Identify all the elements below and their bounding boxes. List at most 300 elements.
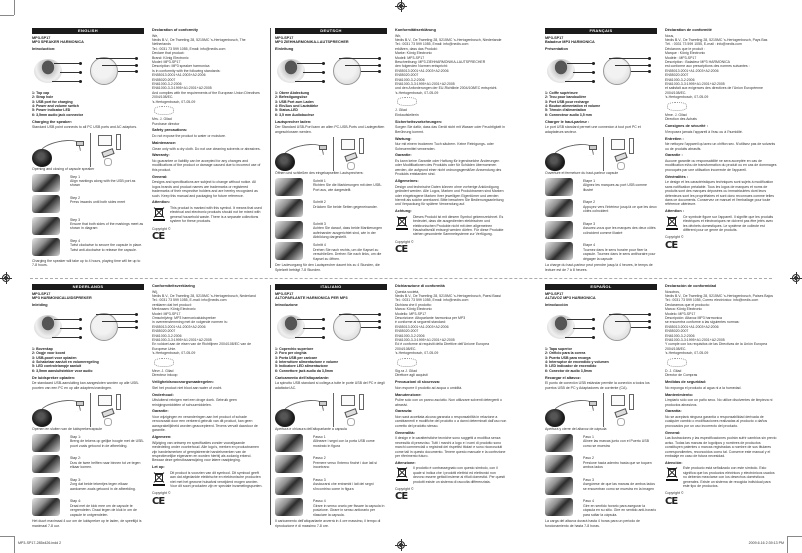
copyright-label: Copyright © bbox=[665, 235, 684, 240]
part-item: 5: LED controlelampje aan/uit bbox=[32, 364, 82, 369]
section-heading: Généralités : bbox=[665, 174, 689, 179]
charging-illustration bbox=[275, 393, 387, 427]
parts-list bbox=[275, 91, 387, 117]
part-item: 3: Porta USB per caricare bbox=[275, 355, 318, 360]
product-name: Baladeur MP3 HARMONICA bbox=[545, 40, 595, 45]
doc-line: En voldoet aan de eisen van de Richtlijnen 2004/108/EC van de Europese Unie. bbox=[152, 342, 252, 351]
step-title: Paso 2 bbox=[583, 456, 594, 461]
doc-line: Beschreibung: MP3 ZIEHHARMONIKA-LAUTSPRECHER bbox=[395, 60, 486, 65]
part-item: 4: Ein/Aus und Lautstärke bbox=[275, 103, 319, 108]
model-number: MP3-SP17 bbox=[545, 292, 564, 296]
language-header: NEDERLANDS bbox=[32, 284, 144, 290]
attention-heading: Attention : bbox=[665, 209, 684, 214]
step-item bbox=[32, 195, 144, 214]
doc-line: EN55013:2001+A1:2003+A2:2006 bbox=[152, 73, 206, 78]
charging-illustration bbox=[545, 137, 657, 171]
doc-line: Nedis B.V., De Tweeling 28, 5215MC 's-Hertogenbosch, Pays Bas bbox=[665, 38, 768, 42]
charging-time-note: La charge du haut-parleur peut prendre jusqu'à 4 heures, le temps de lecture est de 7 à 8 heures. bbox=[545, 263, 653, 272]
copyright-label: Copyright © bbox=[152, 226, 171, 231]
doc-line: EN61000-3-2:2006 bbox=[152, 333, 182, 338]
print-slug-timestamp: 2009.6.16 2:39:13 PM bbox=[748, 541, 784, 545]
section-heading: Allgemeines: bbox=[395, 179, 419, 184]
signatory-title: Direction des Achats bbox=[665, 117, 697, 122]
signature-image bbox=[397, 97, 417, 106]
intro-heading: Introducción bbox=[545, 303, 568, 308]
step-photo bbox=[275, 221, 303, 239]
weee-bin-icon bbox=[152, 471, 166, 487]
doc-line: Descripción: Altavoz MP3 harmonica bbox=[665, 316, 722, 321]
attention-heading: Attenzione: bbox=[395, 460, 416, 465]
doc-line: Omschrijving: MP3 harmonicaluidspreker bbox=[152, 316, 216, 321]
part-item: 4: Schakelaar aan/uit en volumeregeling bbox=[32, 359, 99, 364]
section-text: Es kann keine Garantie oder Haftung für irgendwelche Änderungen oder Modifikationen des Produkts oder für Schäden übernommen werden, die aufgrund einer nicht ordnungsgemäßen Anwendung des Produkts entstanden sind. bbox=[395, 159, 502, 177]
part-item: 1: Coiffe supérieure bbox=[545, 90, 578, 95]
copyright-label: Copyright © bbox=[152, 491, 171, 496]
doc-line: EN61000-3-3:1995+A1:2001+A2:2005 bbox=[152, 338, 212, 343]
step-item bbox=[32, 498, 144, 517]
signatory-name: Sig.ra J. Gilad bbox=[395, 368, 417, 373]
step-item bbox=[32, 174, 144, 193]
part-item: 5: Power indicator LED bbox=[32, 108, 71, 113]
section-text: Sorgen Sie dafür, dass das Gerät nicht mit Wasser oder Feuchtigkeit in Berührung kommt. bbox=[395, 125, 505, 134]
attention-text: Dit product is voorzien van dit symbool. Dit symbool geeft aan dat afgedankte elektrische en elektronische producten niet met het gewone huisafval verwijderd mogen worden. Voor dit soort producten zijn er speciale inzamelingspunten. bbox=[170, 470, 263, 489]
step-item bbox=[545, 221, 657, 240]
signatory-name: Mevr. J. Gilad bbox=[152, 368, 174, 373]
doc-line: Modèle : MP3-SP17 bbox=[665, 55, 697, 60]
doc-line: Modelo: MP3-SP17 bbox=[665, 311, 696, 316]
part-item: 6: 3,5 mm Audiobuchse bbox=[275, 112, 315, 117]
section-text: Non esporre il prodotto ad acqua o umidità. bbox=[395, 385, 463, 390]
intro-heading: Inleiding bbox=[32, 303, 48, 308]
parts-list bbox=[275, 347, 387, 373]
section-heading: Garantie : bbox=[665, 153, 683, 158]
doc-line: Marca: König Electronic bbox=[665, 307, 702, 312]
doc-line: EN61000-3-2:2006 bbox=[665, 77, 695, 82]
crop-mark bbox=[788, 536, 802, 537]
doc-line: Y cumple con los requisitos de las Directivas de la Unión Europea 2004/108/EC. bbox=[665, 342, 768, 351]
doc-line: Modell: MP3-SP17 bbox=[395, 55, 425, 60]
doc-line: und den Anforderungen der EU-Richtlinie 2004/108/EC entspricht. bbox=[395, 86, 498, 91]
step-title: Paso 4 bbox=[583, 499, 594, 504]
doc-line: EN55013:2001+A1:2003+A2:2006 bbox=[152, 324, 206, 329]
doc-line: 's-Hertogenbosch, 07-05-09 bbox=[395, 351, 439, 356]
doc-line: EN55020:2007 bbox=[152, 329, 176, 334]
signatory-title: Direttore agli acquisti bbox=[395, 373, 428, 378]
intro-heading: Introduction: bbox=[32, 47, 56, 52]
section-heading: Entretien : bbox=[665, 136, 684, 141]
step-item bbox=[32, 455, 144, 474]
step-title: Paso 3 bbox=[583, 477, 594, 482]
section-heading: Garantie: bbox=[152, 409, 169, 414]
charging-time-note: Il caricamento dell'altoparlante avverrà in 4 ore massimo, il tempo di riproduzione è di massimo 7-8 ore. bbox=[275, 519, 381, 528]
copyright-label: Copyright © bbox=[395, 239, 414, 244]
step-title: Stap 2: bbox=[70, 456, 82, 461]
part-item: 5: Indicatore LED alimentazione bbox=[275, 364, 328, 369]
instructions-column bbox=[545, 284, 657, 528]
attention-text: Il prodotto è contrassegnato con questo simbolo, con il quale si indica che i prodotti elettrici ed elettronici non devono essere gettati insieme ai rifiuti domestici. Per questi prodotti esiste un sistema di raccolta differenziata. bbox=[413, 466, 506, 484]
opening-heading: Apertura y cierre del altavoz de cápsula bbox=[545, 427, 607, 432]
step-description: Assicurarsi che entrambi i lati dei segni s'incontrino come in figura bbox=[313, 482, 374, 491]
doc-line: 's-Hertogenbosch, 07-05-09 bbox=[395, 90, 439, 95]
doc-line: 's-Hertogenbosch, 07-05-09 bbox=[152, 99, 196, 104]
signature-image bbox=[154, 358, 174, 367]
model-number: MP3-SP17 bbox=[275, 36, 294, 40]
charging-time-note: Het duurt maximaal 4 uur om de luidspreker op te laden, de speeltijd is maximaal 7-8 uur. bbox=[32, 519, 142, 528]
step-item bbox=[275, 178, 387, 197]
doc-line: Declare that product: bbox=[152, 51, 185, 56]
parts-list bbox=[32, 91, 144, 117]
signature-image bbox=[397, 358, 417, 367]
step-title: Step 2 bbox=[70, 196, 81, 201]
doc-line: EN61000-3-2:2006 bbox=[152, 82, 182, 87]
attention-text: Este producto está señalizado con este símbolo. Esto significa que los productos eléctricos y electrónicos usados no deberán mezclarse con los desechos domésticos generales. Existe un sistema de recogida individual para este tipo de productos. bbox=[683, 466, 775, 489]
step-title: Etape 1 bbox=[583, 178, 596, 183]
language-header: FRANÇAIS bbox=[545, 28, 657, 34]
part-item: 1: Tapa superior bbox=[545, 346, 572, 351]
section-text: No guarantee or liability can be accepted for any changes and modifications of the product or damage caused due to incorrect use of this product. bbox=[152, 159, 261, 172]
speaker-open-image bbox=[603, 313, 631, 341]
doc-line: Nosotros, bbox=[665, 289, 680, 294]
step-description: Presione hacia adentro hasta que se toquen ambos lados bbox=[583, 460, 652, 470]
doc-line: EN55020:2007 bbox=[152, 77, 176, 82]
doc-line: EN55013:2001+A1:2003+A2:2006 bbox=[665, 68, 719, 73]
section-heading: Mantenimiento: bbox=[665, 392, 694, 397]
step-photo bbox=[32, 434, 60, 452]
charging-heading: Lautsprecher laden: bbox=[275, 119, 312, 124]
section-text: No se aceptará ninguna garantía o responsabilidad derivada de cualquier cambio o modificaciones realizadas al producto o daños provocados por un uso incorrecto del producto. bbox=[665, 415, 768, 428]
crop-mark bbox=[0, 15, 14, 16]
step-photo bbox=[545, 242, 573, 260]
signatory-name: J. Gilad bbox=[395, 108, 407, 113]
part-item: 4: Interruttore alimentazione e volume bbox=[275, 359, 339, 364]
step-title: Etape 2 bbox=[583, 200, 596, 205]
intro-heading: Présentation bbox=[545, 47, 568, 52]
doc-line: Tel.: 0031 73 599 1055, Email: info@nedis.com bbox=[395, 298, 469, 303]
ce-mark-icon: CE bbox=[665, 239, 678, 251]
doc-line: EN55013:2001+A1:2003+A2:2006 bbox=[395, 324, 449, 329]
doc-line: Marca: König Electronic bbox=[395, 307, 432, 312]
doc-line: Tel.: 0031 73 599 1055, Email: info@nedis.com bbox=[395, 42, 469, 47]
part-item: 6: 3,5mm aansluitstekker voor audio bbox=[32, 368, 93, 373]
step-item bbox=[545, 242, 657, 261]
section-text: Ne nettoyez l'appareil qu'avec un chiffon sec. N'utilisez pas de solvants ou de produits abrasifs. bbox=[665, 142, 776, 151]
section-text: Pulire solo con un panno asciutto. Non utilizzare solventi detergenti o abrasivi. bbox=[395, 398, 503, 407]
charging-illustration bbox=[275, 137, 387, 171]
part-item: 1: Bovenkap bbox=[32, 346, 53, 351]
doc-line: Tel.: 0031 73 599 1055, Email: info@nedis.com bbox=[152, 46, 226, 51]
step-description: Align markings along with the USB port as shown bbox=[70, 178, 136, 188]
language-header: DEUTSCH bbox=[275, 28, 387, 34]
step-description: Zorg dat beide tekentjes tegen elkaar aankomen zoals getoond in de afbeelding. bbox=[70, 482, 136, 491]
doc-line: EN61000-3-3:1995+A1:2001+A2:2005 bbox=[665, 338, 725, 343]
charging-illustration bbox=[32, 133, 144, 167]
doc-heading: Declaración de conformidad bbox=[665, 284, 717, 288]
weee-bin-icon bbox=[665, 466, 679, 482]
step-item bbox=[275, 242, 387, 261]
instructions-column bbox=[32, 28, 144, 268]
step-description: Appuyez vers l'intérieur jusqu'à ce que les deux côtés coïncident bbox=[583, 204, 657, 214]
doc-line: Merknaam: König Electronic bbox=[152, 307, 196, 312]
opening-heading: Openen en sluiten van de luidsprekercapsule bbox=[32, 427, 103, 432]
doc-line: Nedis B.V., De Tweeling 28, 5215MC 's-Hertogenbosch, Países Bajos bbox=[665, 294, 774, 298]
section-text: Designs and specifications are subject to change without notice. All logos brands and product names are trademarks or registered trademarks of their respective holders and are hereby recognized as such. Keep this manual and packaging for future reference. bbox=[152, 180, 258, 198]
speaker-parts-diagram bbox=[275, 311, 387, 345]
doc-line: Description : Baladeur MP3 HARMONICA bbox=[665, 60, 730, 65]
step-title: Passo 1 bbox=[313, 434, 326, 439]
speaker-parts-diagram bbox=[545, 55, 657, 89]
weee-bin-icon bbox=[665, 215, 679, 231]
part-item: 3: USB Port zum Laden bbox=[275, 99, 314, 104]
step-item bbox=[32, 434, 144, 453]
doc-line: Nedis B.V., De Tweeling 28, 5215MC 's-Hertogenbosch, Nederland bbox=[152, 294, 256, 298]
instructions-column bbox=[32, 284, 144, 528]
ce-mark-icon: CE bbox=[665, 495, 678, 507]
model-number: MP3-SP17 bbox=[545, 36, 564, 40]
doc-heading: Dichiarazione di conformità bbox=[395, 284, 445, 288]
registration-mark-icon bbox=[792, 274, 800, 282]
step-title: Step 4 bbox=[70, 239, 81, 244]
step-item bbox=[32, 477, 144, 496]
part-item: 4: Power and volume switch bbox=[32, 103, 79, 108]
doc-line: EN55013:2001+A1:2003+A2:2006 bbox=[665, 324, 719, 329]
part-item: 6: Connecteur audio 3,5 mm bbox=[545, 112, 592, 117]
crop-mark bbox=[787, 536, 788, 553]
product-name: MP3 ZIEHHARMONIKA-LAUTSPRECHER bbox=[275, 40, 349, 45]
doc-line: EN55013:2001+A1:2003+A2:2006 bbox=[395, 68, 449, 73]
signature-image bbox=[667, 102, 687, 111]
step-item bbox=[545, 434, 657, 453]
part-item: 1: Coperchio superiore bbox=[275, 346, 314, 351]
step-photo bbox=[545, 455, 573, 473]
doc-line: 's-Hertogenbosch, 07-05-09 bbox=[665, 351, 709, 356]
step-description: Allineare i segni con la porta USB come mostrato in figura bbox=[313, 439, 375, 448]
part-item: 4: Bouton alimentation et volume bbox=[545, 103, 601, 108]
step-title: Schritt 2 bbox=[313, 200, 326, 205]
doc-line: Modello: MP3-SP17 bbox=[395, 311, 427, 316]
step-description: Press inwards until both sides meet bbox=[70, 200, 126, 205]
step-photo bbox=[275, 455, 303, 473]
column-rule bbox=[270, 28, 271, 268]
doc-line: et satisfait aux exigences des directives de l'Union Européenne 2004/108/EC. bbox=[665, 86, 763, 95]
doc-line: se encuentra conforme a las siguientes normas: bbox=[665, 320, 740, 325]
section-text: Wijziging van ontwerp en specificaties zonder voorafgaande mededeling onder voorbehoud. Alle logo's, merken en productnamen zijn handelsmerken of geregistreerde handelsmerken van de respectievelijke eigenaren en worden hierbij als zodanig erkend. Bewaar deze gebruiksaanwijzing voor latere raadpleging. bbox=[152, 440, 259, 463]
doc-line: Tel.: 0031 73 599 1055, E-mail: info@nedis.com bbox=[152, 298, 227, 303]
doc-line: EN55020:2007 bbox=[665, 329, 689, 334]
step-title: Passo 4 bbox=[313, 499, 326, 504]
doc-heading: Konformitätserklärung bbox=[395, 28, 436, 32]
section-text: Clean only with a dry cloth. Do not use cleaning solvents or abrasives. bbox=[152, 146, 261, 151]
product-name: MP3 SPEAKER HARMONICA bbox=[32, 40, 84, 45]
doc-heading: Déclaration de conformité bbox=[665, 28, 712, 32]
charging-text: Standard USB point connects to all PC USB ports and AC adaptors. bbox=[32, 125, 138, 130]
step-description: Duw de twee helften naar binnen tot ze tegen elkaar komen. bbox=[70, 460, 141, 470]
step-photo bbox=[32, 238, 60, 256]
compliance-column bbox=[665, 284, 777, 507]
doc-line: EN55020:2007 bbox=[665, 73, 689, 78]
ce-mark-icon: CE bbox=[395, 244, 408, 256]
product-name: ALTOPARLANTE HARMONICA PER MP3 bbox=[275, 296, 348, 301]
signature-image bbox=[667, 358, 687, 367]
step-title: Passo 3 bbox=[313, 477, 326, 482]
step-title: Passo 2 bbox=[313, 456, 326, 461]
opening-heading: Ouverture et fermeture du haut-parleur capsule bbox=[545, 171, 619, 176]
charging-text: De standaard USB-aansluiting kan aangesloten worden op alle USB-poorten van een PC en op alle adapters/voedingen. bbox=[32, 381, 139, 390]
doc-line: And complies with the requirements of the European Union Directives 2004/108/EC. bbox=[152, 90, 260, 100]
step-photo bbox=[545, 199, 573, 217]
doc-line: est conforme aux prescriptions des normes suivantes : bbox=[665, 64, 750, 69]
part-item: 6: Connettore jack audio da 3,5mm bbox=[275, 368, 333, 373]
step-description: Premere verso l'interno finché i due lati si incontrano bbox=[313, 460, 377, 470]
registration-mark-icon bbox=[397, 541, 405, 549]
section-heading: Garanzia: bbox=[395, 409, 413, 414]
speaker-parts-diagram bbox=[32, 55, 144, 89]
part-item: 5: LED indicador de encendido bbox=[545, 364, 597, 369]
step-description: Alinee las marcas junto con el Puerto USB como se muestra bbox=[583, 439, 649, 448]
step-item bbox=[275, 221, 387, 240]
doc-line: Is in conformity with the following standards: bbox=[152, 68, 221, 73]
step-photo bbox=[275, 178, 303, 196]
step-title: Schritt 1 bbox=[313, 178, 326, 183]
step-photo bbox=[32, 455, 60, 473]
step-item bbox=[275, 498, 387, 517]
registration-mark-icon bbox=[2, 274, 10, 282]
step-title: Stap 3: bbox=[70, 477, 82, 482]
language-header: ESPAÑOL bbox=[545, 284, 657, 290]
step-photo bbox=[545, 434, 573, 452]
doc-line: Declaramos que el producto: bbox=[665, 302, 710, 307]
section-heading: Generalità: bbox=[395, 430, 415, 435]
step-photo bbox=[545, 498, 573, 516]
doc-line: EN55020:2007 bbox=[395, 73, 419, 78]
signatory-name: Mrs. J. Gilad bbox=[152, 117, 172, 122]
doc-line: Tél. : 0031 73 599 1055, E-mail : info@nedis.com bbox=[665, 42, 742, 47]
doc-line: verklaren dat het product: bbox=[152, 302, 192, 307]
step-title: Paso 1 bbox=[583, 434, 594, 439]
doc-line: erklären, dass das Produkt: bbox=[395, 46, 438, 51]
signatory-title: Director de Compras bbox=[665, 373, 698, 378]
section-heading: Onderhoud: bbox=[152, 392, 174, 397]
section-text: Do not expose the product to water or moisture. bbox=[152, 134, 226, 138]
step-photo bbox=[32, 217, 60, 235]
step-title: Stap 1: bbox=[70, 434, 82, 439]
doc-line: in overeenstemming met de volgende normen is: bbox=[152, 320, 228, 325]
doc-line: Déclarons que le produit : bbox=[665, 46, 705, 51]
section-text: Il design e le caratteristiche tecniche sono soggetti a modifica senza necessità di preavviso. Tutti i marchi a logo e i nomi di prodotto sono marchi commerciali o registrati dei rispettivi titolari e sono riconosciuti come tali in questo documento. Tenere questo manuale e la confezione per riferimento futuro. bbox=[395, 436, 506, 458]
section-text: Aucune garantie ou responsabilité ne sera acceptée en cas de modification et/ou de transformation du produit ou en cas de dommages provoqués par une utilisation incorrecte de l'appareil. bbox=[665, 159, 777, 172]
doc-line: Nous, bbox=[665, 33, 675, 38]
doc-heading: Declaration of conformity bbox=[152, 28, 198, 32]
ce-mark-icon: CE bbox=[395, 491, 408, 503]
language-header: ENGLISH bbox=[32, 28, 144, 34]
speaker-parts-diagram bbox=[545, 311, 657, 345]
charging-heading: Caricamento dell'altoparlante: bbox=[275, 375, 330, 380]
doc-line: 's-Hertogenbosch, 07-05-09 bbox=[665, 95, 709, 100]
compliance-column bbox=[665, 28, 777, 251]
print-slug-filename: MP3-SP17-285x426.indd 2 bbox=[18, 541, 62, 545]
part-item: 6: Conector de audio 3,5mm bbox=[545, 368, 592, 373]
step-description: Ensure that both sides of the markings meet as shown in diagram bbox=[70, 221, 144, 231]
instructions-column bbox=[275, 28, 387, 272]
doc-line: EN61000-3-3:1995+A1:2001+A2:2005 bbox=[152, 86, 212, 91]
part-item: 2: Befestigungsöse bbox=[275, 95, 308, 100]
doc-line: EN61000-3-2:2006 bbox=[395, 333, 425, 338]
part-item: 6: 3,5mm audio jack connector bbox=[32, 112, 84, 117]
section-heading: Garantie: bbox=[395, 153, 412, 158]
doc-line: Brand: König Electronic bbox=[152, 55, 189, 60]
parts-list bbox=[545, 347, 657, 373]
doc-line: Model: MP3-SP17 bbox=[152, 60, 181, 65]
part-item: 2: Orificio para la correa bbox=[545, 351, 586, 356]
speaker-open-image bbox=[90, 57, 118, 85]
step-description: Richten Sie die Markierungen mit dem USB-Port aus, wie dargestellt. bbox=[313, 183, 382, 192]
speaker-open-image bbox=[333, 313, 361, 341]
model-number: MP3-SP17 bbox=[32, 36, 51, 40]
step-description: Gire en sentido horario para asegurar la cápsula en su sitio. Gire en sentido anti-horario para soltar la cápsula. bbox=[583, 503, 657, 517]
step-title: Schritt 3 bbox=[313, 221, 326, 226]
intro-heading: Einleitung bbox=[275, 47, 294, 52]
fold-line bbox=[30, 278, 772, 279]
copyright-label: Copyright © bbox=[395, 487, 414, 492]
charging-heading: Recargar el altavoz: bbox=[545, 375, 581, 380]
section-heading: Wartung: bbox=[395, 136, 412, 141]
part-item: 2: Strap hole bbox=[32, 95, 54, 100]
signatory-title: Einkaufsleiterin bbox=[395, 112, 419, 117]
instructions-column bbox=[275, 284, 387, 528]
doc-line: Marke: König Electronic bbox=[395, 51, 432, 56]
parts-list bbox=[32, 347, 144, 373]
instructions-column bbox=[545, 28, 657, 272]
step-description: Alignez les marques au port USB comme illustré bbox=[583, 183, 647, 192]
section-text: Design und technische Daten können ohne vorherige Ankündigung geändert werden. Alle Logos, Marken und Produktnamen sind Marken oder eingetragene Marken ihrer jeweiligen Eigentümer und werden hiermit als solche anerkannt. Bitte bewahren Sie Bedienungsanleitung und Verpackung für spätere Verwendung auf. bbox=[395, 184, 504, 207]
speaker-parts-diagram bbox=[275, 55, 387, 89]
ce-mark-icon: CE bbox=[152, 231, 165, 243]
step-photo bbox=[275, 498, 303, 516]
step-photo bbox=[545, 477, 573, 495]
doc-heading: Conformiteitsverklaring bbox=[152, 284, 195, 288]
charging-text: Le port USB standard permet une connexion à tout port PC et adaptateurs secteur. bbox=[545, 125, 641, 134]
section-text: Non sarà accettata alcuna garanzia o responsabilità in relazione a cambiamenti e modifiche del prodotto o a danni determinati dall'uso non corretto del prodotto stesso. bbox=[395, 415, 507, 428]
section-text: Las ilustraciones y las especificaciones podrán sufrir cambios sin previo aviso. Todas las marcas de logotipos y nombres de productos constituyen patentes o marcas registradas a nombre de sus titulares correspondientes, reconocidos como tal. Conserve este manual y el embalaje en caso de futura necesidad. bbox=[665, 436, 777, 458]
language-header: ITALIANO bbox=[275, 284, 387, 290]
doc-line: Wir, bbox=[395, 33, 402, 38]
parts-list bbox=[545, 91, 657, 117]
step-description: Assurez-vous que les marques des deux côtés coïncident comme illustré bbox=[583, 226, 656, 235]
step-item bbox=[545, 178, 657, 197]
opening-heading: Opening and closing of capsule speaker bbox=[32, 166, 95, 171]
charging-illustration bbox=[545, 393, 657, 427]
section-text: Limpiarlo sólo con un paño seco. No utilice disolventes de limpieza ni productos abrasivos. bbox=[665, 398, 773, 407]
doc-line: Questa società, bbox=[395, 289, 420, 294]
section-heading: General: bbox=[152, 174, 168, 179]
step-description: Drücken Sie beide Seiten gegeneinander. bbox=[313, 204, 378, 209]
crop-mark bbox=[0, 536, 14, 537]
compliance-column bbox=[395, 28, 507, 255]
charging-heading: De luidspreker opladen: bbox=[32, 375, 76, 380]
section-text: Le design et les caractéristiques techniques sont sujets à modification sans notification préalable. Tous les logos de marques et noms de produits sont des marques déposées ou immatriculées dont leurs détenteurs sont les propriétaires et sont donc reconnues comme telles dans ce documents. Conservez ce manuel et l'emballage pour toute référence ultérieure. bbox=[665, 180, 774, 207]
step-item bbox=[275, 199, 387, 218]
step-photo bbox=[275, 477, 303, 495]
doc-line: Tel.: 0031 73 599 1055, Correo electrónico: info@nedis.com bbox=[665, 298, 759, 303]
doc-line: 's-Hertogenbosch, 07-05-09 bbox=[152, 351, 196, 356]
signatory-name: D. J. Gilad bbox=[665, 368, 682, 373]
doc-line: è conforme ai seguenti standard: bbox=[395, 320, 446, 325]
signature-image bbox=[154, 106, 174, 115]
doc-line: Description: MP3 speaker harmonica bbox=[152, 64, 210, 69]
doc-line: Dichiara che il prodotto: bbox=[395, 302, 432, 307]
doc-line: Wij, bbox=[152, 289, 158, 294]
step-item bbox=[275, 434, 387, 453]
step-photo bbox=[32, 477, 60, 495]
